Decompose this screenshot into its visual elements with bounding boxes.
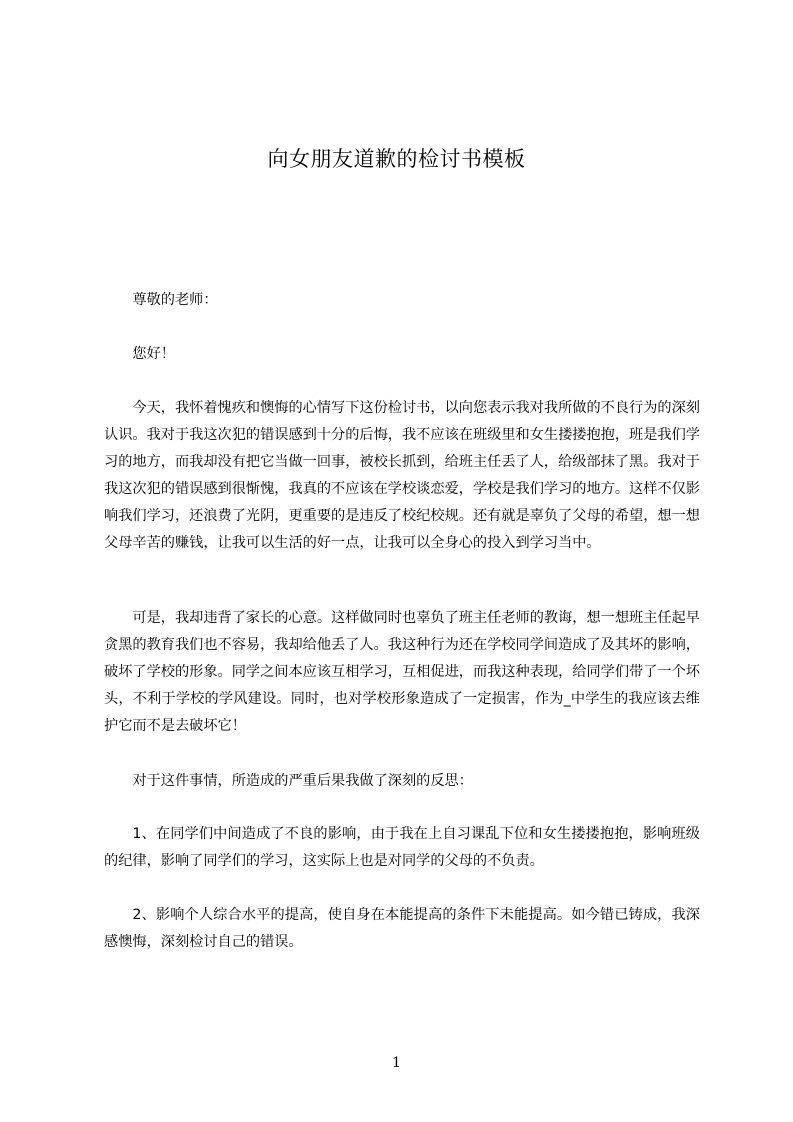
page-number: 1 [392,1055,401,1071]
document-title: 向女朋友道歉的检讨书模板 [267,147,526,171]
greeting: 您好！ [132,346,175,362]
paragraph-1: 今天，我怀着愧疚和懊悔的心情写下这份检讨书，以向您表示我对我所做的不良行为的深刻认识。我对于我这次犯的错误感到十分的后悔，我不应该在班级里和女生搂搂抱抱，班是我们学习的地方，而我却没有把它当做一回事，被校长抓到，给班主任丢了人，给级部抹了黑。我对于我这次犯的错误感到很惭愧，我真的不应该在学校谈恋爱，学校是我们学习的地方。这样不仅影响我们学习，还浪费了光阴，更重要的是违反了校纪校规。还有就是辜负了父母的希望，想一想父母辛苦的赚钱，让我可以生活的好一点，让我可以全身心的投入到学习当中。 [104,400,700,551]
salutation: 尊敬的老师： [132,292,218,308]
paragraph-list-item-1: 1、在同学们中间造成了不良的影响，由于我在上自习课乱下位和女生搂搂抱抱，影响班级的纪律，影响了同学们的学习，这实际上也是对同学的父母的不负责。 [104,826,700,869]
paragraph-2: 可是，我却违背了家长的心意。这样做同时也辜负了班主任老师的教诲，想一想班主任起早贪黑的教育我们也不容易，我却给他丢了人。我这种行为还在学校同学间造成了及其坏的影响，破坏了学校的形象。同学之间本应该互相学习，互相促进，而我这种表现，给同学们带了一个坏头，不利于学校的学风建设。同时，也对学校形象造成了一定损害，作为_中学生的我应该去维护它而不是去破坏它！ [104,610,700,734]
paragraph-list-item-2: 2、影响个人综合水平的提高，使自身在本能提高的条件下未能提高。如今错已铸成，我深感懊悔，深刻检讨自己的错误。 [104,907,700,950]
paragraph-3: 对于这件事情，所造成的严重后果我做了深刻的反思： [132,773,473,789]
